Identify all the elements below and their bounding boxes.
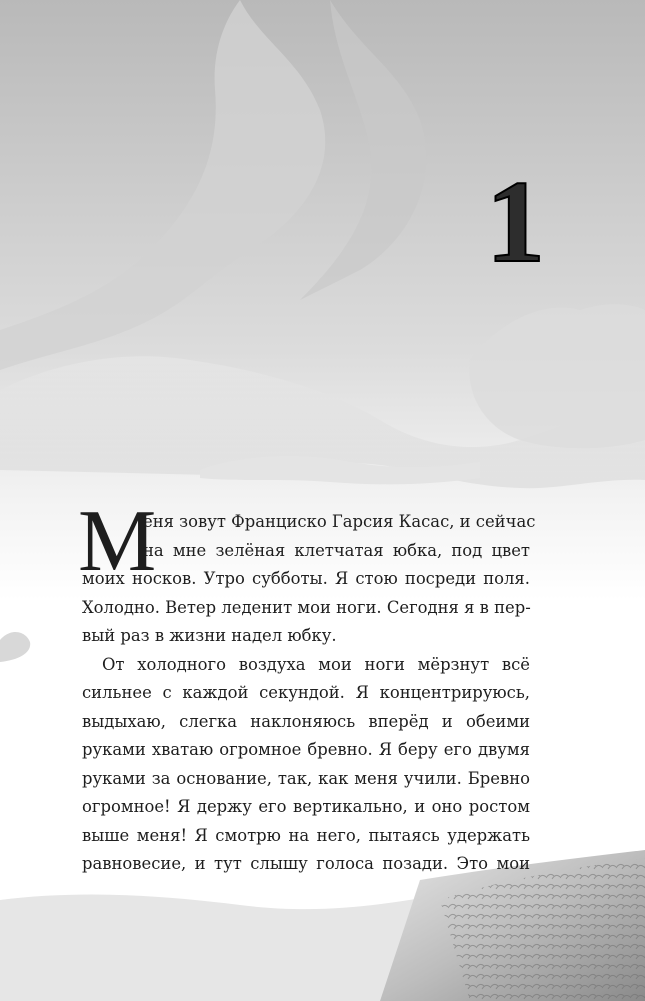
paragraph-1 bbox=[78, 493, 536, 651]
text-line: равновесие, и тут слышу голоса позади. Это мои bbox=[82, 854, 530, 873]
paragraph-2 bbox=[82, 651, 530, 879]
text-line: Холодно. Ветер леденит мои ноги. Сегодня я в пер- bbox=[82, 597, 531, 617]
text-line: огромное! Я держу его вертикально, и оно ростом bbox=[82, 797, 530, 816]
text-line: еня зовут Франциско Гарсия Касас, и сейчас bbox=[143, 512, 536, 531]
drop-cap: М bbox=[78, 493, 157, 590]
text-line: руками хватаю огромное бревно. Я беру его двумя bbox=[82, 740, 530, 759]
text-line: вый раз в жизни надел юбку. bbox=[82, 626, 337, 645]
text-line: сильнее с каждой секундой. Я концентрируюсь, bbox=[82, 683, 530, 702]
text-line: выдыхаю, слегка наклоняюсь вперёд и обеими bbox=[82, 711, 530, 731]
body-text bbox=[78, 493, 536, 879]
chapter-number: 1 bbox=[486, 156, 543, 287]
text-line: моих носков. Утро субботы. Я стою посреди поля. bbox=[82, 569, 530, 588]
text-line: на мне зелёная клетчатая юбка, под цвет bbox=[143, 540, 530, 560]
text-line: От холодного воздуха мои ноги мёрзнут всё bbox=[102, 654, 530, 674]
text-line: руками за основание, так, как меня учили. Бревно bbox=[82, 768, 530, 788]
text-line: выше меня! Я смотрю на него, пытаясь удержать bbox=[82, 825, 530, 845]
